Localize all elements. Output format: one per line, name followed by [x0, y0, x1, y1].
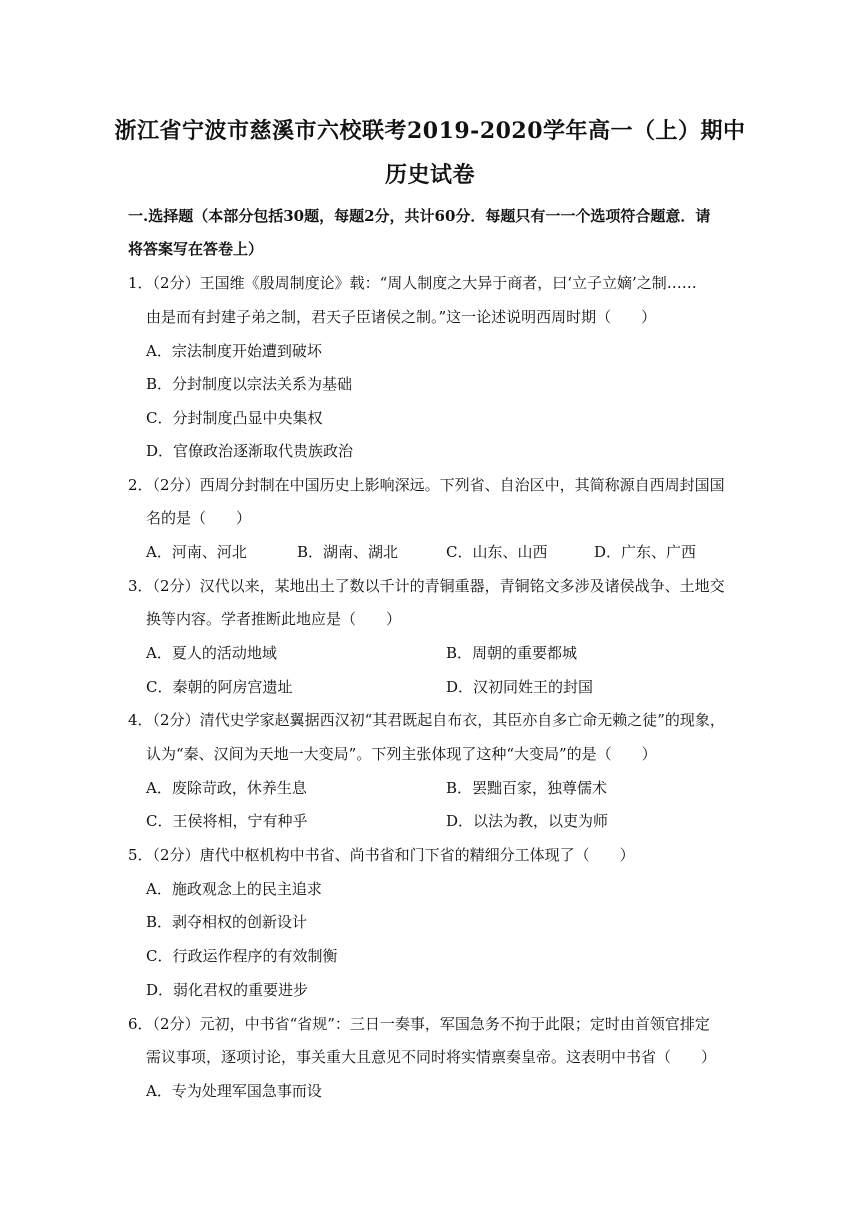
section-instruction-line2: 将答案写在答卷上）	[128, 240, 264, 258]
question-5-option-a[interactable]: A．施政观念上的民主追求	[146, 880, 322, 898]
question-1-option-a[interactable]: A．宗法制度开始遭到破坏	[146, 342, 322, 360]
question-1-stem-line2: 由是而有封建子弟之制，君天子臣诸侯之制。”这一论述说明西周时期（ ）	[146, 308, 657, 326]
question-1-option-c[interactable]: C．分封制度凸显中央集权	[146, 409, 323, 427]
question-6-stem-line1: 6．（2分）元初，中书省“省规”：三日一奏事，军国急务不拘于此限；定时由首领官排定	[128, 1015, 710, 1033]
question-2-stem-line1: 2．（2分）西周分封制在中国历史上影响深远。下列省、自治区中，其简称源自西周封国国	[128, 476, 725, 494]
question-5-option-d[interactable]: D．弱化君权的重要进步	[146, 981, 309, 999]
question-6-stem-line2: 需议事项，逐项讨论，事关重大且意见不同时将实情禀奏皇帝。这表明中书省（ ）	[146, 1048, 717, 1066]
question-6-option-a[interactable]: A．专为处理军国急事而设	[146, 1082, 322, 1100]
question-3-option-b[interactable]: B．周朝的重要都城	[446, 644, 578, 662]
question-2-option-d[interactable]: D．广东、广西	[594, 543, 697, 561]
question-2-option-c[interactable]: C．山东、山西	[446, 543, 548, 561]
question-5-stem-line1: 5．（2分）唐代中枢机构中书省、尚书省和门下省的精细分工体现了（ ）	[128, 846, 635, 864]
question-2-stem-line2: 名的是（ ）	[146, 509, 252, 527]
question-3-stem-line2: 换等内容。学者推断此地应是（ ）	[146, 610, 402, 628]
question-3-option-a[interactable]: A．夏人的活动地域	[146, 644, 277, 662]
question-4-option-d[interactable]: D．以法为教，以吏为师	[446, 812, 609, 830]
question-4-option-a[interactable]: A．废除苛政，休养生息	[146, 779, 307, 797]
question-4-option-b[interactable]: B．罢黜百家，独尊儒术	[446, 779, 608, 797]
question-4-stem-line2: 认为“秦、汉间为天地一大变局”。下列主张体现了这种“大变局”的是（ ）	[146, 745, 657, 763]
question-2-option-a[interactable]: A．河南、河北	[146, 543, 247, 561]
question-2-option-b[interactable]: B．湖南、湖北	[297, 543, 399, 561]
question-3-option-d[interactable]: D．汉初同姓王的封国	[446, 678, 594, 696]
question-5-option-b[interactable]: B．剥夺相权的创新设计	[146, 913, 308, 931]
section-instruction-line1: 一.选择题（本部分包括30题，每题2分，共计60分．每题只有一一个选项符合题意．请	[128, 207, 711, 225]
question-3-stem-line1: 3．（2分）汉代以来，某地出土了数以千计的青铜重器，青铜铭文多涉及诸侯战争、土地交	[128, 577, 725, 595]
exam-title-line1: 浙江省宁波市慈溪市六校联考2019-2020学年高一（上）期中	[114, 118, 746, 144]
question-1-option-d[interactable]: D．官僚政治逐渐取代贵族政治	[146, 442, 354, 460]
question-1-option-b[interactable]: B．分封制度以宗法关系为基础	[146, 375, 353, 393]
question-4-option-c[interactable]: C．王侯将相，宁有种乎	[146, 812, 308, 830]
exam-title-line2: 历史试卷	[384, 162, 475, 188]
question-5-option-c[interactable]: C．行政运作程序的有效制衡	[146, 947, 338, 965]
question-4-stem-line1: 4．（2分）清代史学家赵翼据西汉初“其君既起自布衣，其臣亦自多亡命无赖之徒”的现象，	[128, 711, 725, 729]
question-3-option-c[interactable]: C．秦朝的阿房宫遗址	[146, 678, 293, 696]
question-1-stem-line1: 1．（2分）王国维《殷周制度论》载：“周人制度之大异于商者，曰‘立子立嫡’之制……	[128, 274, 697, 292]
